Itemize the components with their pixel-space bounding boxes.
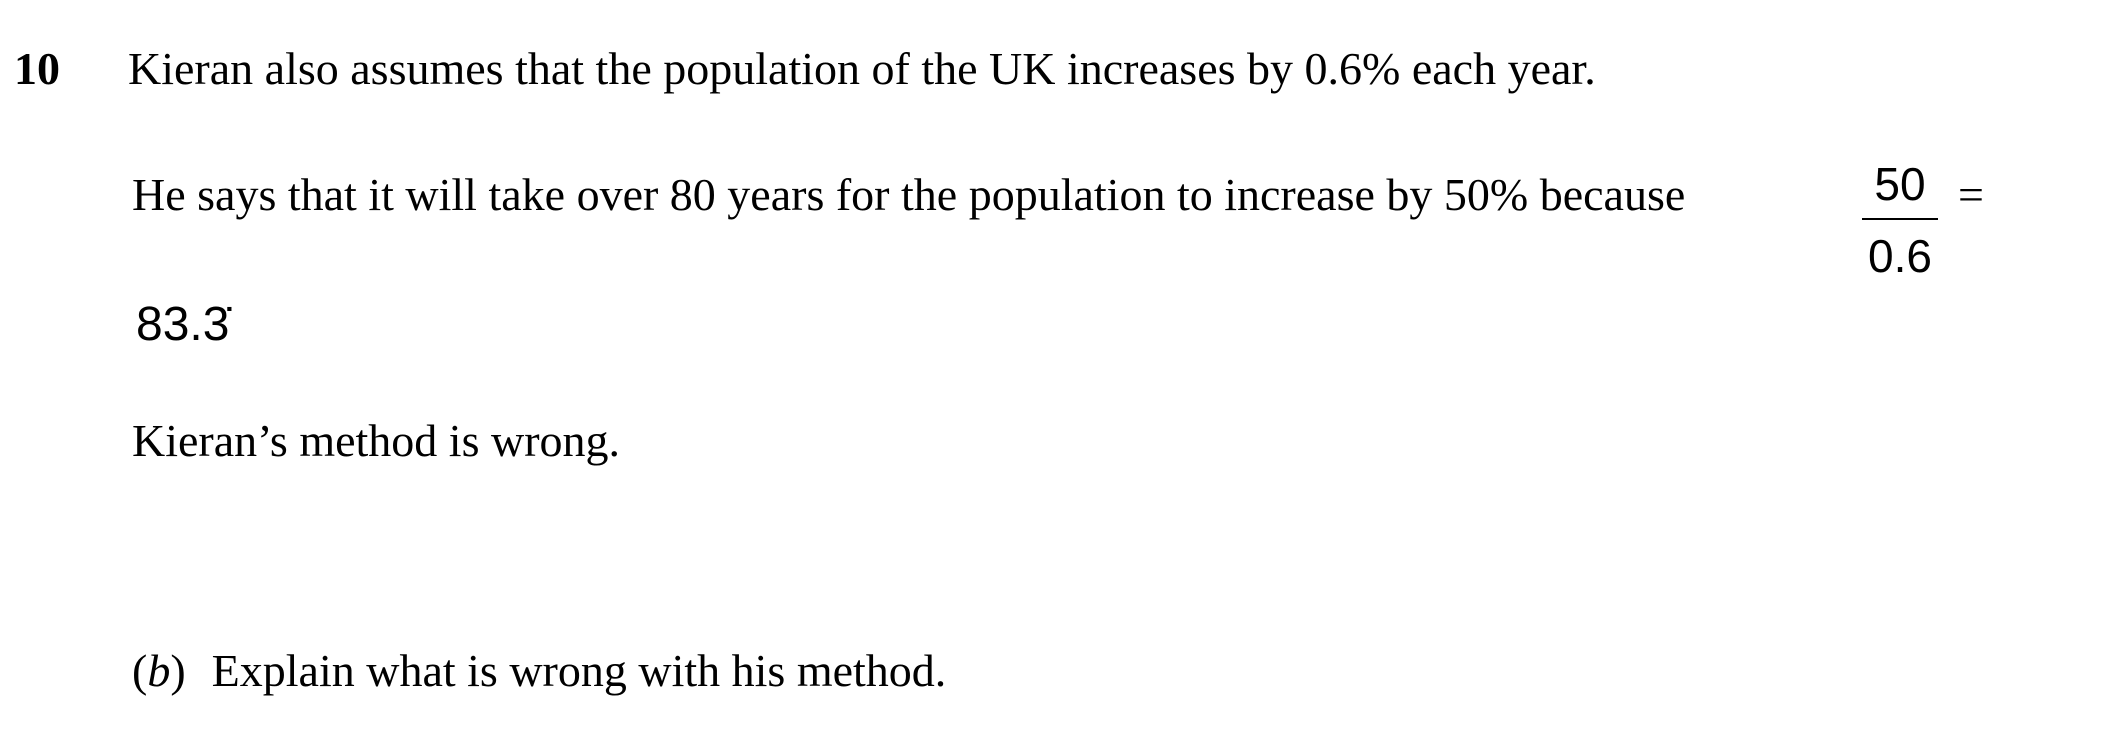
part-b-label: (b)	[132, 645, 186, 696]
part-b-text: Explain what is wrong with his method.	[211, 645, 947, 696]
fraction-bar	[1862, 218, 1938, 220]
recurring-result: 83.3̇	[136, 298, 230, 351]
equals-sign: =	[1958, 169, 1984, 220]
question-intro: Kieran also assumes that the population of the UK increases by 0.6% each year.	[128, 43, 1596, 94]
fraction-numerator: 50	[1874, 158, 1926, 210]
question-number: 10	[14, 43, 60, 94]
fraction-denominator: 0.6	[1868, 230, 1932, 282]
method-verdict: Kieran’s method is wrong.	[132, 415, 621, 466]
question-claim: He says that it will take over 80 years for the population to increase by 50% because	[132, 169, 1686, 220]
fraction	[1862, 156, 1938, 284]
part-b	[132, 640, 946, 702]
